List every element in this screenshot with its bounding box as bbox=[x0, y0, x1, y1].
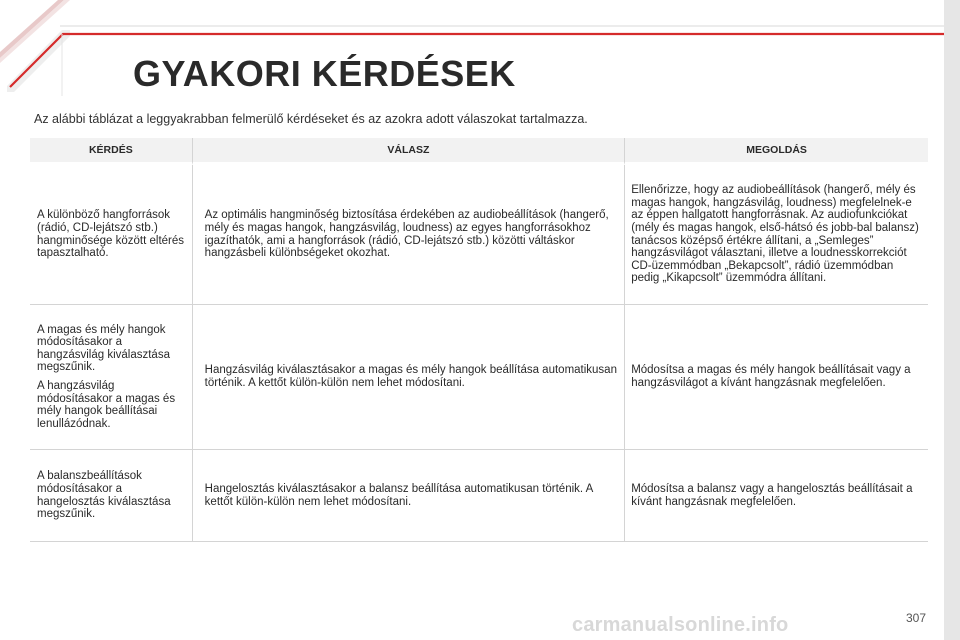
table-row bbox=[30, 305, 928, 450]
answer-cell: Az optimális hangminőség biztosítása érdekében az audiobeállítások (hangerő, mély és magas hangok, hangzásvilág, loudness) az egyes hangforrásokhoz igazíthatók, ami a hangforrások (rádió, CD-lejátszó stb.) közötti váltáskor hangzásbeli különbségeket okozhat. bbox=[192, 165, 625, 305]
table-header-row bbox=[30, 138, 928, 165]
page-title: GYAKORI KÉRDÉSEK bbox=[133, 53, 516, 94]
solution-cell: Módosítsa a magas és mély hangok beállításait vagy a hangzásvilágot a kívánt hangzásnak megfelelően. bbox=[624, 305, 928, 450]
question-cell bbox=[30, 305, 192, 450]
table-row bbox=[30, 165, 928, 305]
question-text: A balanszbeállítások módosításakor a hangelosztás kiválasztása megszűnik. bbox=[37, 470, 171, 521]
question-text: A magas és mély hangok módosításakor a hangzásvilág kiválasztása megszűnik. bbox=[37, 323, 170, 374]
table-row bbox=[30, 450, 928, 542]
page-number: 307 bbox=[906, 611, 927, 625]
solution-cell: Módosítsa a balansz vagy a hangelosztás beállításait a kívánt hangzásnak megfelelően. bbox=[624, 450, 928, 542]
intro-text: Az alábbi táblázat a leggyakrabban felmerülő kérdéseket és az azokra adott válaszokat tartalmazza. bbox=[34, 112, 588, 126]
solution-cell: Ellenőrizze, hogy az audiobeállítások (hangerő, mély és magas hangok, hangzásvilág, loudness) megfelelnek-e az éppen hallgatott hangforrásnak. Az audiofunkciókat (mély és magas hangok, első-hátsó és jobb-bal balansz) tanácsos középső értékre állítani, a „Semleges” hangzásvilágot választani, illetve a loudnesskorrekciót CD-üzemmódban „Bekapcsolt”, rádió üzemmódban pedig „Kikapcsolt” üzemmódra állítani. bbox=[624, 165, 928, 305]
watermark-text: carmanualsonline.info bbox=[572, 614, 789, 636]
page-edge-strip bbox=[944, 0, 960, 640]
answer-cell: Hangelosztás kiválasztásakor a balansz beállítása automatikusan történik. A kettőt külön-külön nem lehet módosítani. bbox=[192, 450, 625, 542]
question-cell bbox=[30, 450, 192, 542]
question-cell bbox=[30, 165, 192, 305]
question-text: A hangzásvilág módosításakor a magas és mély hangok beállításai lenullázódnak. bbox=[37, 380, 176, 430]
answer-cell: Hangzásvilág kiválasztásakor a magas és mély hangok beállítása automatikusan történik. A kettőt külön-külön nem lehet módosítani. bbox=[192, 305, 625, 450]
header-question: KÉRDÉS bbox=[30, 138, 192, 165]
question-text: A különböző hangforrások (rádió, CD-lejátszó stb.) hangminősége között eltérés tapasztalható. bbox=[37, 209, 185, 260]
header-solution: MEGOLDÁS bbox=[624, 138, 928, 165]
faq-table bbox=[30, 138, 928, 542]
header-answer: VÁLASZ bbox=[192, 138, 625, 165]
